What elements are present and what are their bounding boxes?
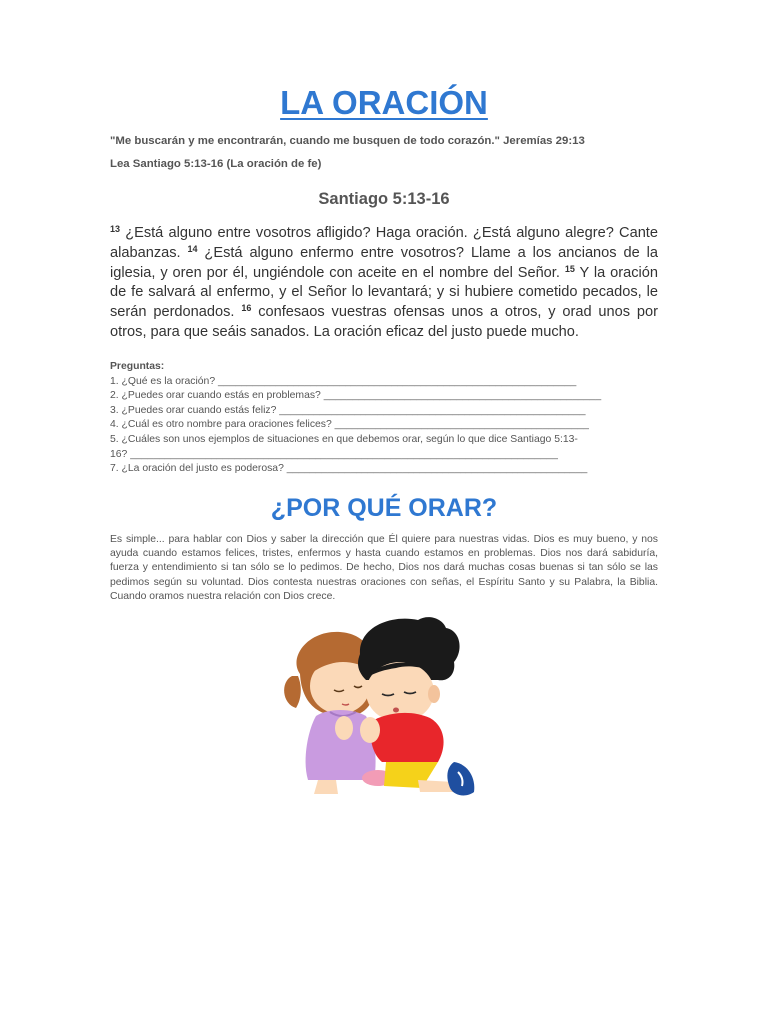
question-item: 2. ¿Puedes orar cuando estás en problemas? ________________________________________________	[110, 390, 602, 402]
page-title: LA ORACIÓN	[280, 84, 488, 121]
praying-children-illustration	[278, 612, 488, 804]
questions-heading: Preguntas:	[110, 361, 165, 372]
question-item: 4. ¿Cuál es otro nombre para oraciones felices? ____________________________________________	[110, 419, 589, 431]
passage-text	[110, 224, 658, 343]
verse-number: 16	[241, 303, 252, 314]
question-item: 5. ¿Cuáles son unos ejemplos de situaciones en que debemos orar, según lo que dice Santiago 5:13-	[110, 433, 578, 445]
praying-children-image	[278, 612, 488, 804]
verse-text: Y la oración de fe salvará al enfermo, y el Señor lo levantará; y si hubiere cometido pecados, le serán perdonados.	[110, 264, 658, 321]
question-item: 7. ¿La oración del justo es poderosa? ____________________________________________________	[110, 463, 588, 475]
verse-number: 13	[110, 224, 121, 234]
verse-text: ¿Está alguno entre vosotros afligido? Haga oración. ¿Está alguno alegre? Cante alabanzas.	[110, 225, 658, 261]
questions-section	[110, 360, 670, 477]
verse-text: ¿Está alguno enfermo entre vosotros? Llame a los ancianos de la iglesia, y oren por él, ungiéndole con aceite en el nombre del Señor.	[110, 244, 658, 281]
verse-text: confesaos vuestras ofensas unos a otros, y orad unos por otros, para que seáis sanados. La oración eficaz del justo puede mucho.	[110, 304, 658, 340]
passage-title: Santiago 5:13-16	[318, 190, 450, 208]
question-item: 16? __________________________________________________________________________	[110, 448, 558, 460]
scripture-quote: "Me buscarán y me encontrarán, cuando me busquen de todo corazón." Jeremías 29:13	[110, 135, 585, 147]
question-item: 3. ¿Puedes orar cuando estás feliz? _____________________________________________________	[110, 404, 586, 416]
reading-instruction: Lea Santiago 5:13-16 (La oración de fe)	[110, 158, 322, 170]
verse-number: 14	[187, 243, 198, 254]
verse-number: 15	[564, 263, 575, 274]
body-paragraph: Es simple... para hablar con Dios y saber la dirección que Él quiere para nuestras vidas. Dios es muy bueno, y nos ayuda cuando estamos felices, tristes, enfermos y hasta cuando estamos en problemas. Dios nos dará sabiduría, fuerza y entendimiento si tan sólo se lo pedimos. De hecho, Dios nos dará muchas cosas buenas si tan sólo se las pedimos según su voluntad. Dios contesta nuestras oraciones con señas, el Espíritu Santo y su Palabra, la Biblia. Cuando oramos nuestra relación con Dios crece.	[110, 534, 658, 602]
section-heading: ¿POR QUÉ ORAR?	[270, 494, 498, 522]
question-item: 1. ¿Qué es la oración? ______________________________________________________________	[110, 375, 577, 387]
